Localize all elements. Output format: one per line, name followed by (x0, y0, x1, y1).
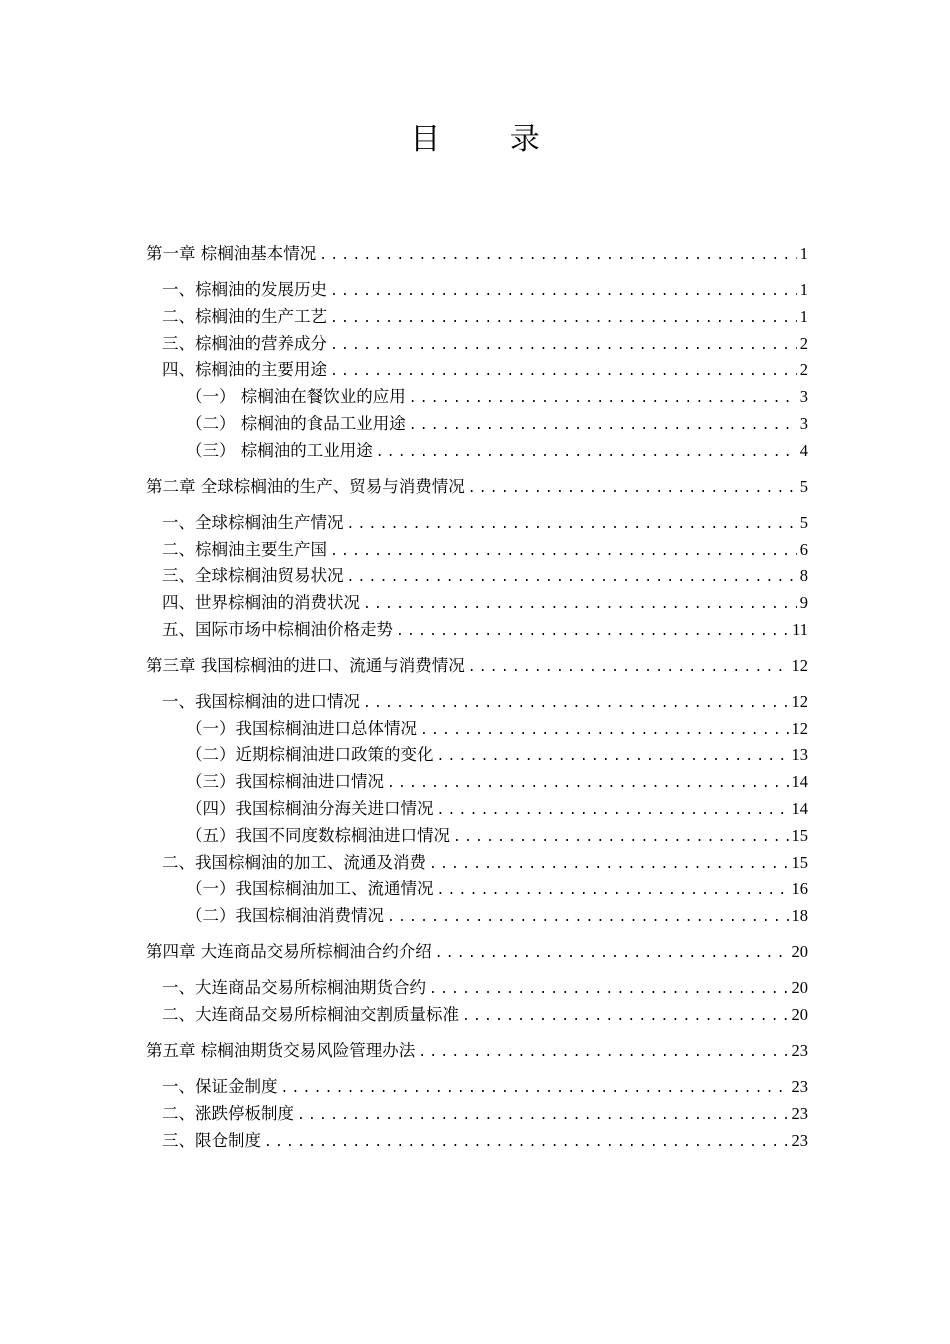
toc-section-entry[interactable] (146, 618, 808, 645)
toc-section-entry[interactable] (146, 564, 808, 591)
toc-entry-label: 第二章 全球棕榈油的生产、贸易与消费情况 (146, 476, 465, 496)
toc-subsection-entry[interactable] (146, 770, 808, 797)
toc-entry-label: 一、我国棕榈油的进口情况 (162, 691, 360, 711)
dot-leader (330, 334, 797, 359)
toc-section-entry[interactable] (146, 1102, 808, 1129)
dot-leader (376, 441, 797, 466)
toc-subsection-entry[interactable] (146, 717, 808, 744)
toc-entry-label: 第三章 我国棕榈油的进口、流通与消费情况 (146, 655, 465, 675)
toc-entry-label: 二、棕榈油主要生产国 (162, 539, 327, 559)
dot-leader (396, 620, 789, 645)
dot-leader (437, 799, 789, 824)
toc-page-number: 9 (799, 593, 808, 613)
toc-section-entry[interactable] (146, 1003, 808, 1030)
toc-page-number: 3 (799, 413, 808, 433)
dot-leader (409, 387, 797, 412)
toc-entry-label: （五）我国不同度数棕榈油进口情况 (186, 825, 450, 845)
dot-leader (409, 414, 797, 439)
dot-leader (347, 566, 797, 591)
toc-entry-label: （四）我国棕榈油分海关进口情况 (186, 799, 434, 819)
toc-section-entry[interactable] (146, 538, 808, 565)
toc-page-number: 1 (799, 279, 808, 299)
toc-section-entry[interactable] (146, 591, 808, 618)
dot-leader (437, 879, 789, 904)
dot-leader (429, 853, 789, 878)
toc-page-number: 3 (799, 387, 808, 407)
dot-leader (319, 244, 797, 269)
toc-section-entry[interactable] (146, 690, 808, 717)
toc-section-entry[interactable] (146, 332, 808, 359)
toc-section-entry[interactable] (146, 851, 808, 878)
dot-leader (281, 1077, 789, 1102)
toc-subsection-entry[interactable] (146, 439, 808, 466)
toc-entry-label: 一、全球棕榈油生产情况 (162, 512, 344, 532)
dot-leader (330, 360, 797, 385)
toc-entry-label: （三）我国棕榈油进口情况 (186, 772, 384, 792)
dot-leader (435, 942, 789, 967)
toc-entry-label: 第五章 棕榈油期货交易风险管理办法 (146, 1041, 416, 1061)
toc-page-number: 12 (791, 691, 808, 711)
toc-chapter-entry[interactable] (146, 242, 808, 269)
dot-leader (453, 826, 789, 851)
toc-subsection-entry[interactable] (146, 824, 808, 851)
toc-page-number: 16 (791, 879, 808, 899)
toc-entry-label: 三、全球棕榈油贸易状况 (162, 566, 344, 586)
toc-entry-label: 二、大连商品交易所棕榈油交割质量标准 (162, 1005, 459, 1025)
toc-page-number: 12 (791, 655, 808, 675)
toc-page-number: 15 (791, 825, 808, 845)
toc-entry-label: （一） 棕榈油在餐饮业的应用 (186, 387, 406, 407)
toc-page-number: 1 (799, 244, 808, 263)
dot-leader (347, 513, 797, 538)
dot-leader (330, 540, 797, 565)
toc-page-number: 8 (799, 566, 808, 586)
dot-leader (437, 745, 789, 770)
toc-entry-label: （一）我国棕榈油加工、流通情况 (186, 879, 434, 899)
dot-leader (420, 719, 789, 744)
toc-entry-label: （二）我国棕榈油消费情况 (186, 906, 384, 926)
toc-section-entry[interactable] (146, 305, 808, 332)
dot-leader (297, 1104, 789, 1129)
toc-entry-label: 四、世界棕榈油的消费状况 (162, 593, 360, 613)
toc-entry-label: （一）我国棕榈油进口总体情况 (186, 718, 417, 738)
dot-leader (264, 1131, 789, 1156)
dot-leader (363, 692, 789, 717)
toc-entry-label: 二、棕榈油的生产工艺 (162, 306, 327, 326)
toc-section-entry[interactable] (146, 1075, 808, 1102)
toc-subsection-entry[interactable] (146, 797, 808, 824)
toc-page-number: 20 (791, 942, 808, 962)
toc-subsection-entry[interactable] (146, 412, 808, 439)
toc-entry-label: 一、棕榈油的发展历史 (162, 279, 327, 299)
toc-page-number: 6 (799, 539, 808, 559)
toc-entry-label: 二、涨跌停板制度 (162, 1103, 294, 1123)
toc-entry-label: （二） 棕榈油的食品工业用途 (186, 413, 406, 433)
toc-entry-label: 第四章 大连商品交易所棕榈油合约介绍 (146, 942, 432, 962)
dot-leader (429, 978, 789, 1003)
toc-title: 目 录 (410, 122, 570, 157)
toc-page-number: 12 (791, 718, 808, 738)
toc-page-number: 4 (799, 440, 808, 460)
toc-page-number: 23 (791, 1077, 808, 1096)
toc-page-number: 20 (791, 978, 808, 998)
toc-page-number: 14 (791, 772, 808, 792)
toc-chapter-entry[interactable] (146, 475, 808, 502)
dot-leader (468, 656, 789, 681)
toc-entry-label: 三、限仓制度 (162, 1130, 261, 1150)
toc-page-number: 11 (792, 619, 808, 639)
toc-chapter-entry[interactable] (146, 1039, 808, 1066)
toc-section-entry[interactable] (146, 976, 808, 1003)
toc-page-number: 15 (791, 852, 808, 872)
toc-page-number: 23 (791, 1041, 808, 1061)
toc-entry-label: （三） 棕榈油的工业用途 (186, 440, 373, 460)
dot-leader (387, 772, 789, 797)
toc-entry-label: 二、我国棕榈油的加工、流通及消费 (162, 852, 426, 872)
dot-leader (330, 280, 797, 305)
toc-subsection-entry[interactable] (146, 743, 808, 770)
dot-leader (462, 1005, 789, 1030)
toc-entry-label: 三、棕榈油的营养成分 (162, 333, 327, 353)
toc-page-number: 14 (791, 799, 808, 819)
toc-subsection-entry[interactable] (146, 904, 808, 931)
table-of-contents (146, 242, 808, 1155)
toc-page-number: 18 (791, 906, 808, 926)
toc-entry-label: 四、棕榈油的主要用途 (162, 360, 327, 380)
toc-entry-label: 第一章 棕榈油基本情况 (146, 244, 317, 263)
toc-entry-label: （二）近期棕榈油进口政策的变化 (186, 745, 434, 765)
toc-section-entry[interactable] (146, 278, 808, 305)
toc-page-number: 13 (791, 745, 808, 765)
toc-page-number: 5 (799, 476, 808, 496)
dot-leader (363, 593, 797, 618)
toc-section-entry[interactable] (146, 511, 808, 538)
toc-page-number: 23 (791, 1130, 808, 1150)
dot-leader (330, 307, 797, 332)
toc-page-number: 2 (799, 360, 808, 380)
dot-leader (387, 906, 789, 931)
toc-entry-label: 一、大连商品交易所棕榈油期货合约 (162, 978, 426, 998)
toc-subsection-entry[interactable] (146, 385, 808, 412)
toc-entry-label: 一、保证金制度 (162, 1077, 278, 1096)
toc-page-number: 2 (799, 333, 808, 353)
dot-leader (418, 1041, 788, 1066)
toc-chapter-entry[interactable] (146, 940, 808, 967)
toc-chapter-entry[interactable] (146, 654, 808, 681)
toc-page-number: 23 (791, 1103, 808, 1123)
toc-page-number: 5 (799, 512, 808, 532)
toc-page-number: 20 (791, 1005, 808, 1025)
toc-section-entry[interactable] (146, 1129, 808, 1156)
toc-section-entry[interactable] (146, 358, 808, 385)
toc-entry-label: 五、国际市场中棕榈油价格走势 (162, 619, 393, 639)
dot-leader (468, 477, 797, 502)
toc-page-number: 1 (799, 306, 808, 326)
toc-subsection-entry[interactable] (146, 877, 808, 904)
